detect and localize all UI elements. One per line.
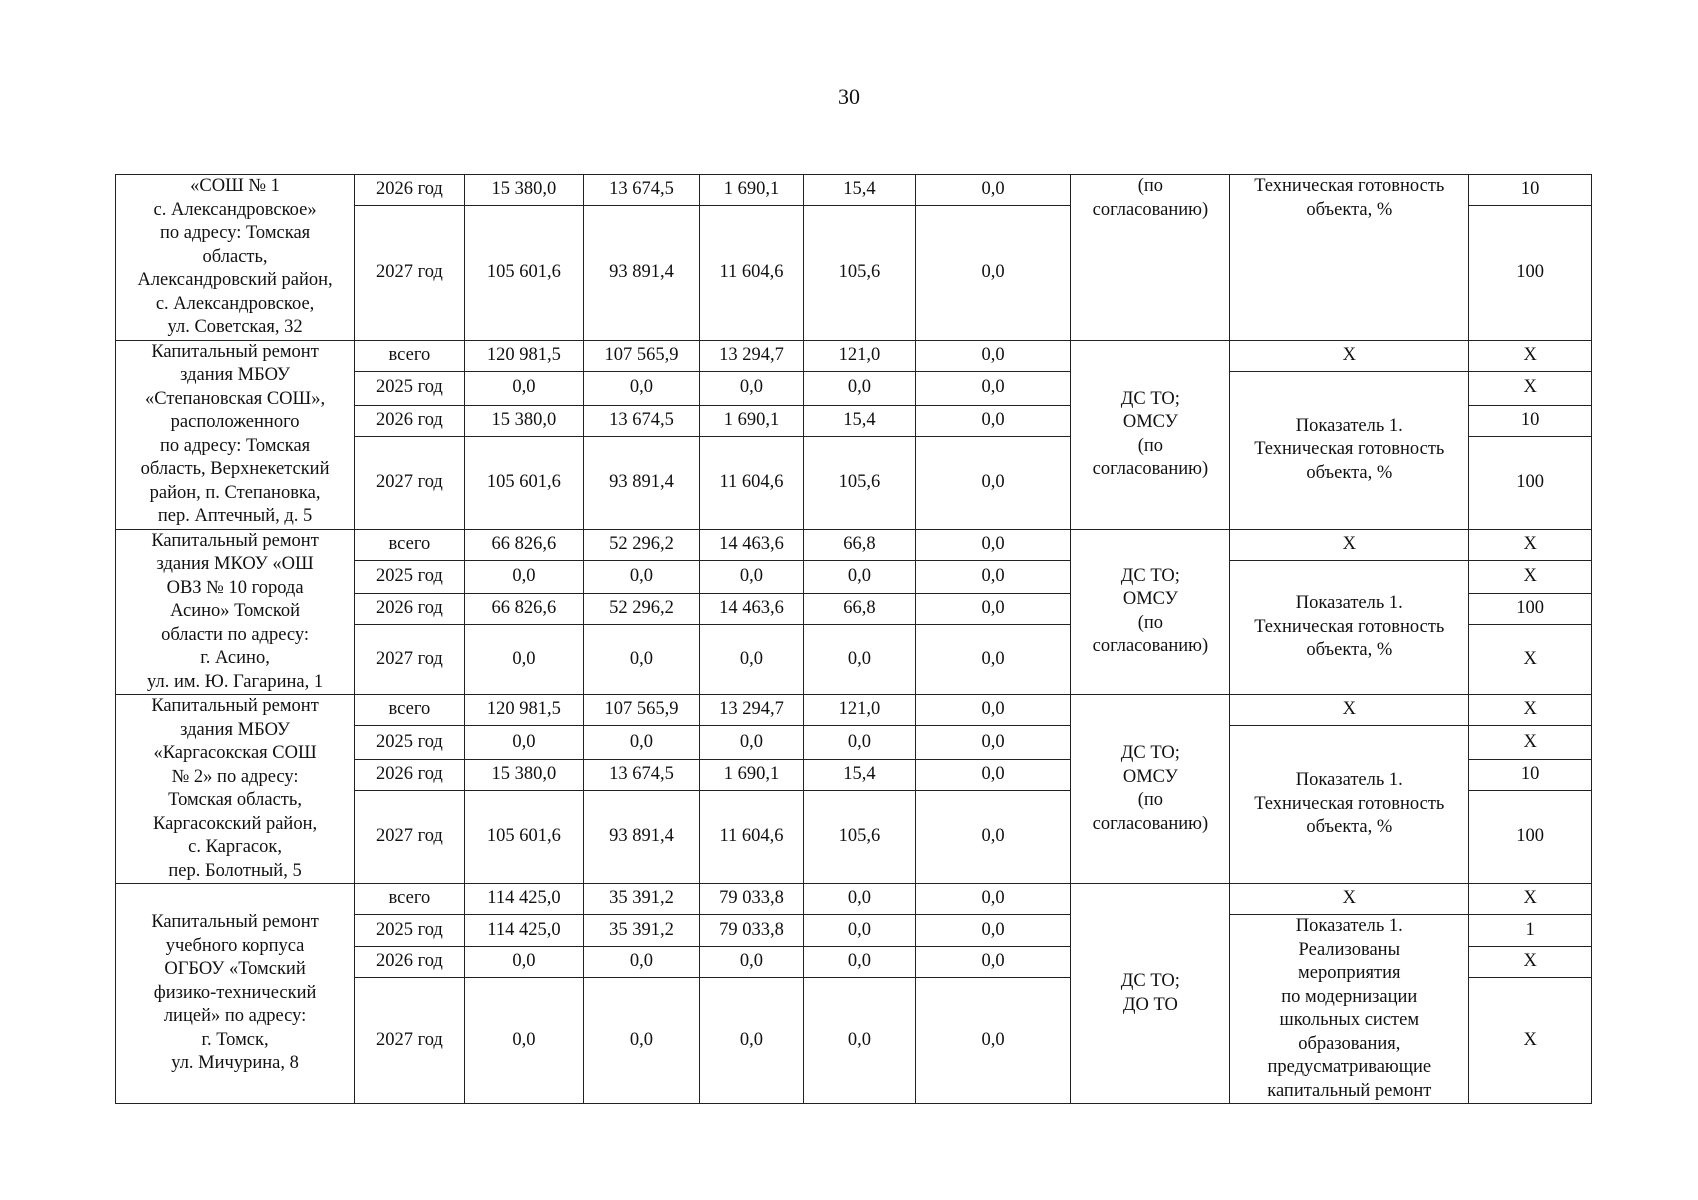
indicator-cell: Х bbox=[1230, 884, 1469, 915]
period-cell: всего bbox=[355, 340, 465, 371]
target-value-cell: 1 bbox=[1469, 915, 1592, 947]
extrabudget-cell: 0,0 bbox=[915, 436, 1071, 529]
federal-cell: 35 391,2 bbox=[584, 884, 700, 915]
federal-cell: 0,0 bbox=[584, 371, 700, 405]
local-cell: 66,8 bbox=[804, 594, 916, 625]
extrabudget-cell: 0,0 bbox=[915, 884, 1071, 915]
extrabudget-cell: 0,0 bbox=[915, 405, 1071, 436]
total-cell: 0,0 bbox=[464, 371, 584, 405]
total-cell: 120 981,5 bbox=[464, 695, 584, 726]
total-cell: 0,0 bbox=[464, 560, 584, 594]
responsible-cell: ДС ТО; ОМСУ (по согласованию) bbox=[1071, 340, 1230, 529]
regional-cell: 1 690,1 bbox=[699, 760, 803, 791]
responsible-cell: ДС ТО; ОМСУ (по согласованию) bbox=[1071, 529, 1230, 695]
regional-cell: 0,0 bbox=[699, 560, 803, 594]
indicator-cell: Показатель 1. Техническая готовность объекта, % bbox=[1230, 560, 1469, 695]
table-row bbox=[116, 175, 1592, 206]
total-cell: 15 380,0 bbox=[464, 175, 584, 206]
local-cell: 105,6 bbox=[804, 791, 916, 884]
regional-cell: 79 033,8 bbox=[699, 884, 803, 915]
local-cell: 0,0 bbox=[804, 726, 916, 760]
period-cell: 2027 год bbox=[355, 206, 465, 340]
target-value-cell: Х bbox=[1469, 726, 1592, 760]
target-value-cell: 100 bbox=[1469, 791, 1592, 884]
indicator-cell: Х bbox=[1230, 529, 1469, 560]
extrabudget-cell: 0,0 bbox=[915, 529, 1071, 560]
indicator-cell: Показатель 1. Техническая готовность объекта, % bbox=[1230, 726, 1469, 884]
total-cell: 0,0 bbox=[464, 726, 584, 760]
period-cell: 2025 год bbox=[355, 560, 465, 594]
target-value-cell: Х bbox=[1469, 625, 1592, 695]
regional-cell: 0,0 bbox=[699, 726, 803, 760]
federal-cell: 52 296,2 bbox=[584, 529, 700, 560]
responsible-cell: (по согласованию) bbox=[1071, 175, 1230, 341]
indicator-cell: Х bbox=[1230, 695, 1469, 726]
period-cell: 2025 год bbox=[355, 915, 465, 947]
table-row bbox=[116, 884, 1592, 915]
period-cell: всего bbox=[355, 529, 465, 560]
total-cell: 114 425,0 bbox=[464, 884, 584, 915]
local-cell: 0,0 bbox=[804, 978, 916, 1104]
object-name-cell: Капитальный ремонт здания МКОУ «ОШ ОВЗ № 10 города Асино» Томской области по адресу: г. Асино, ул. им. Ю. Гагарина, 1 bbox=[116, 529, 355, 695]
target-value-cell: Х bbox=[1469, 946, 1592, 978]
total-cell: 120 981,5 bbox=[464, 340, 584, 371]
extrabudget-cell: 0,0 bbox=[915, 175, 1071, 206]
local-cell: 15,4 bbox=[804, 760, 916, 791]
local-cell: 121,0 bbox=[804, 695, 916, 726]
target-value-cell: 10 bbox=[1469, 405, 1592, 436]
target-value-cell: Х bbox=[1469, 371, 1592, 405]
period-cell: 2026 год bbox=[355, 760, 465, 791]
extrabudget-cell: 0,0 bbox=[915, 625, 1071, 695]
period-cell: 2025 год bbox=[355, 371, 465, 405]
extrabudget-cell: 0,0 bbox=[915, 371, 1071, 405]
period-cell: всего bbox=[355, 884, 465, 915]
extrabudget-cell: 0,0 bbox=[915, 915, 1071, 947]
target-value-cell: Х bbox=[1469, 529, 1592, 560]
target-value-cell: Х bbox=[1469, 560, 1592, 594]
local-cell: 15,4 bbox=[804, 175, 916, 206]
federal-cell: 93 891,4 bbox=[584, 436, 700, 529]
period-cell: 2027 год bbox=[355, 978, 465, 1104]
responsible-cell: ДС ТО; ОМСУ (по согласованию) bbox=[1071, 695, 1230, 884]
federal-cell: 13 674,5 bbox=[584, 760, 700, 791]
total-cell: 0,0 bbox=[464, 946, 584, 978]
extrabudget-cell: 0,0 bbox=[915, 791, 1071, 884]
target-value-cell: 10 bbox=[1469, 760, 1592, 791]
total-cell: 15 380,0 bbox=[464, 760, 584, 791]
local-cell: 0,0 bbox=[804, 625, 916, 695]
regional-cell: 11 604,6 bbox=[699, 436, 803, 529]
indicator-cell: Техническая готовность объекта, % bbox=[1230, 175, 1469, 341]
period-cell: 2026 год bbox=[355, 175, 465, 206]
extrabudget-cell: 0,0 bbox=[915, 726, 1071, 760]
regional-cell: 79 033,8 bbox=[699, 915, 803, 947]
federal-cell: 0,0 bbox=[584, 625, 700, 695]
federal-cell: 107 565,9 bbox=[584, 695, 700, 726]
extrabudget-cell: 0,0 bbox=[915, 695, 1071, 726]
indicator-cell: Показатель 1. Техническая готовность объекта, % bbox=[1230, 371, 1469, 529]
target-value-cell: Х bbox=[1469, 884, 1592, 915]
extrabudget-cell: 0,0 bbox=[915, 946, 1071, 978]
table-row bbox=[116, 529, 1592, 560]
federal-cell: 0,0 bbox=[584, 560, 700, 594]
extrabudget-cell: 0,0 bbox=[915, 206, 1071, 340]
local-cell: 0,0 bbox=[804, 915, 916, 947]
object-name-cell: Капитальный ремонт здания МБОУ «Степановская СОШ», расположенного по адресу: Томская область, Верхнекетский район, п. Степановка, пер. Аптечный, д. 5 bbox=[116, 340, 355, 529]
responsible-cell: ДС ТО; ДО ТО bbox=[1071, 884, 1230, 1104]
regional-cell: 13 294,7 bbox=[699, 340, 803, 371]
period-cell: всего bbox=[355, 695, 465, 726]
target-value-cell: Х bbox=[1469, 978, 1592, 1104]
period-cell: 2026 год bbox=[355, 594, 465, 625]
period-cell: 2027 год bbox=[355, 791, 465, 884]
regional-cell: 14 463,6 bbox=[699, 594, 803, 625]
period-cell: 2025 год bbox=[355, 726, 465, 760]
period-cell: 2027 год bbox=[355, 625, 465, 695]
federal-cell: 0,0 bbox=[584, 946, 700, 978]
total-cell: 105 601,6 bbox=[464, 436, 584, 529]
extrabudget-cell: 0,0 bbox=[915, 978, 1071, 1104]
total-cell: 105 601,6 bbox=[464, 791, 584, 884]
local-cell: 121,0 bbox=[804, 340, 916, 371]
total-cell: 15 380,0 bbox=[464, 405, 584, 436]
extrabudget-cell: 0,0 bbox=[915, 340, 1071, 371]
extrabudget-cell: 0,0 bbox=[915, 560, 1071, 594]
local-cell: 15,4 bbox=[804, 405, 916, 436]
indicator-cell: Показатель 1. Реализованы мероприятия по модернизации школьных систем образования, предусматривающие капитальный ремонт bbox=[1230, 915, 1469, 1104]
regional-cell: 14 463,6 bbox=[699, 529, 803, 560]
federal-cell: 0,0 bbox=[584, 726, 700, 760]
local-cell: 105,6 bbox=[804, 206, 916, 340]
regional-cell: 0,0 bbox=[699, 978, 803, 1104]
federal-cell: 13 674,5 bbox=[584, 405, 700, 436]
regional-cell: 0,0 bbox=[699, 946, 803, 978]
local-cell: 0,0 bbox=[804, 371, 916, 405]
regional-cell: 13 294,7 bbox=[699, 695, 803, 726]
period-cell: 2027 год bbox=[355, 436, 465, 529]
target-value-cell: Х bbox=[1469, 695, 1592, 726]
federal-cell: 52 296,2 bbox=[584, 594, 700, 625]
local-cell: 0,0 bbox=[804, 884, 916, 915]
period-cell: 2026 год bbox=[355, 405, 465, 436]
federal-cell: 35 391,2 bbox=[584, 915, 700, 947]
total-cell: 0,0 bbox=[464, 625, 584, 695]
total-cell: 105 601,6 bbox=[464, 206, 584, 340]
local-cell: 66,8 bbox=[804, 529, 916, 560]
regional-cell: 0,0 bbox=[699, 371, 803, 405]
regional-cell: 1 690,1 bbox=[699, 175, 803, 206]
federal-cell: 93 891,4 bbox=[584, 791, 700, 884]
federal-cell: 107 565,9 bbox=[584, 340, 700, 371]
local-cell: 0,0 bbox=[804, 946, 916, 978]
period-cell: 2026 год bbox=[355, 946, 465, 978]
page-number: 30 bbox=[838, 84, 860, 109]
target-value-cell: Х bbox=[1469, 340, 1592, 371]
budget-table bbox=[115, 174, 1592, 1104]
federal-cell: 93 891,4 bbox=[584, 206, 700, 340]
local-cell: 105,6 bbox=[804, 436, 916, 529]
federal-cell: 0,0 bbox=[584, 978, 700, 1104]
table-row bbox=[116, 695, 1592, 726]
extrabudget-cell: 0,0 bbox=[915, 594, 1071, 625]
object-name-cell: Капитальный ремонт здания МБОУ «Каргасокская СОШ № 2» по адресу: Томская область, Каргасокский район, с. Каргасок, пер. Болотный, 5 bbox=[116, 695, 355, 884]
object-name-cell: Капитальный ремонт учебного корпуса ОГБОУ «Томский физико-технический лицей» по адресу: г. Томск, ул. Мичурина, 8 bbox=[116, 884, 355, 1104]
target-value-cell: 100 bbox=[1469, 436, 1592, 529]
object-name-cell: «СОШ № 1 с. Александровское» по адресу: Томская область, Александровский район, с. Александровское, ул. Советская, 32 bbox=[116, 175, 355, 341]
indicator-cell: Х bbox=[1230, 340, 1469, 371]
total-cell: 114 425,0 bbox=[464, 915, 584, 947]
extrabudget-cell: 0,0 bbox=[915, 760, 1071, 791]
regional-cell: 0,0 bbox=[699, 625, 803, 695]
regional-cell: 11 604,6 bbox=[699, 791, 803, 884]
target-value-cell: 10 bbox=[1469, 175, 1592, 206]
regional-cell: 11 604,6 bbox=[699, 206, 803, 340]
regional-cell: 1 690,1 bbox=[699, 405, 803, 436]
total-cell: 0,0 bbox=[464, 978, 584, 1104]
target-value-cell: 100 bbox=[1469, 206, 1592, 340]
total-cell: 66 826,6 bbox=[464, 529, 584, 560]
table-row bbox=[116, 340, 1592, 371]
federal-cell: 13 674,5 bbox=[584, 175, 700, 206]
target-value-cell: 100 bbox=[1469, 594, 1592, 625]
local-cell: 0,0 bbox=[804, 560, 916, 594]
total-cell: 66 826,6 bbox=[464, 594, 584, 625]
